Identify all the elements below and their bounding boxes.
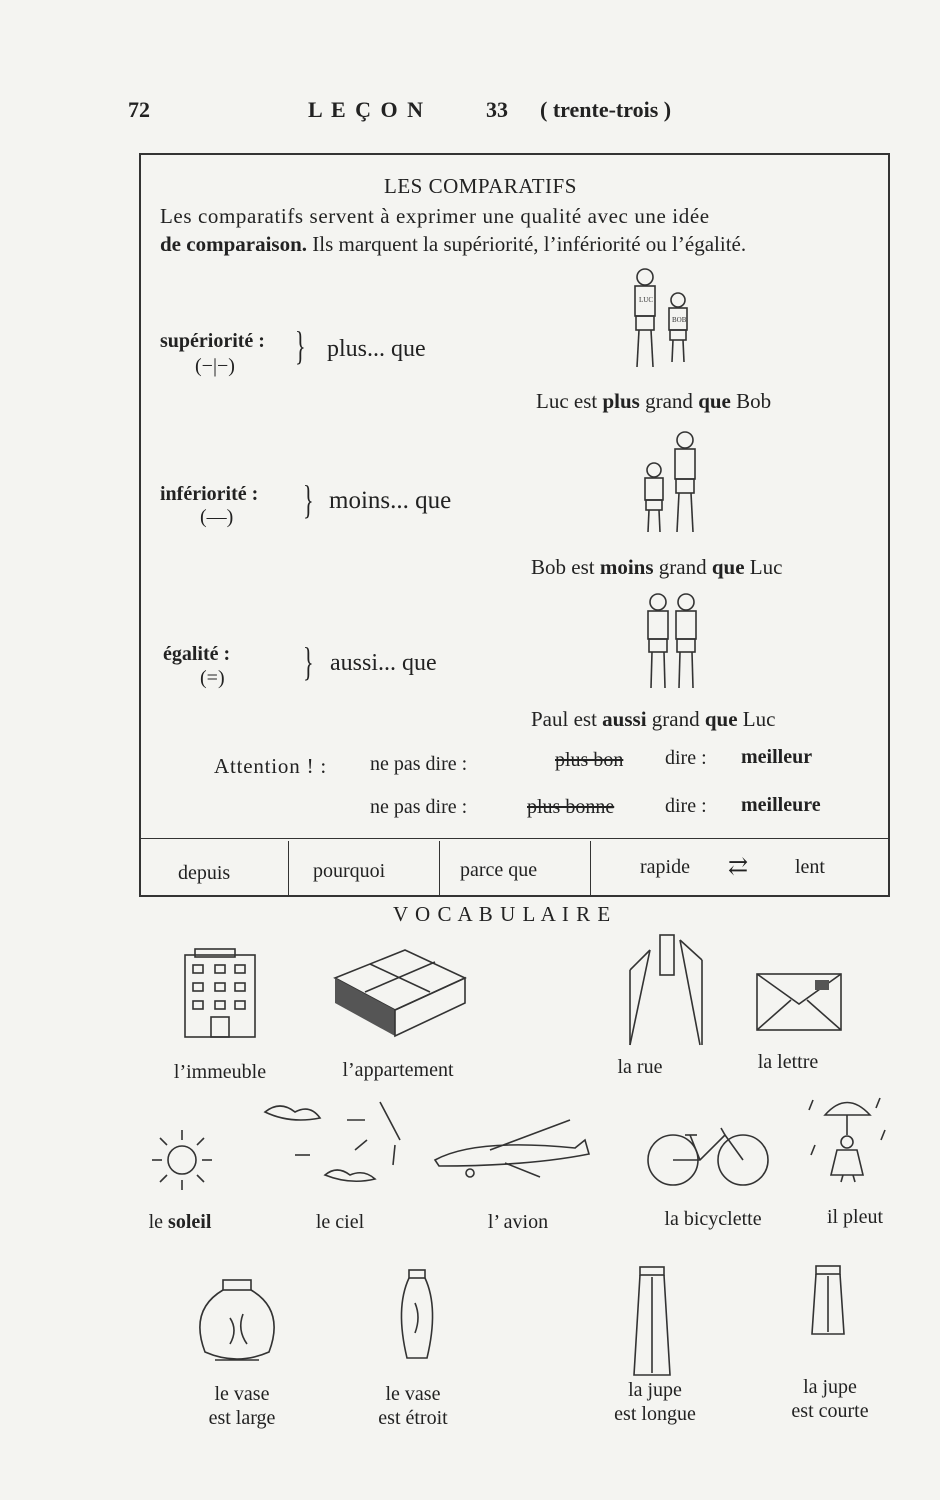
airplane-illustration bbox=[430, 1115, 595, 1185]
bob-luc-illustration bbox=[640, 428, 710, 543]
brace-icon: } bbox=[295, 323, 306, 368]
caption-immeuble: l’immeuble bbox=[173, 1061, 267, 1083]
inferiority-label: infériorité : bbox=[160, 483, 259, 505]
bicycle-illustration bbox=[645, 1120, 773, 1190]
strip-divider bbox=[439, 841, 440, 895]
caption-line: la jupe bbox=[628, 1379, 682, 1401]
word-pourquoi: pourquoi bbox=[313, 860, 386, 882]
caption-appartement: l’appartement bbox=[342, 1059, 454, 1081]
strip-divider bbox=[590, 841, 591, 895]
example-text: Luc est bbox=[536, 389, 603, 413]
caption-avion: l’ avion bbox=[487, 1211, 549, 1233]
sky-illustration bbox=[255, 1100, 415, 1195]
intro-keyword: de comparaison. bbox=[160, 232, 307, 256]
word-parce-que: parce que bbox=[460, 859, 538, 881]
short-skirt-illustration bbox=[806, 1262, 851, 1342]
long-skirt-illustration bbox=[630, 1265, 675, 1380]
luc-bob-illustration bbox=[625, 262, 705, 377]
word-lent: lent bbox=[795, 856, 825, 878]
apartment-illustration bbox=[330, 948, 470, 1038]
example-que: que bbox=[711, 555, 745, 579]
example-text: Luc bbox=[744, 555, 783, 579]
word-rapide: rapide bbox=[640, 856, 690, 878]
example-text: grand bbox=[653, 555, 712, 579]
equality-example bbox=[531, 707, 775, 732]
example-text: Paul est bbox=[531, 707, 603, 731]
caption-soleil bbox=[100, 1210, 260, 1234]
attention-dire: dire : bbox=[665, 747, 707, 769]
attention-dire: dire : bbox=[665, 795, 707, 817]
attention-right: meilleur bbox=[741, 746, 813, 768]
grammar-intro-line2 bbox=[160, 232, 746, 257]
caption-vase-etroit bbox=[333, 1382, 493, 1430]
shirt-label: BOB bbox=[672, 316, 687, 324]
caption-lettre: la lettre bbox=[757, 1051, 819, 1073]
shirt-label: LUC bbox=[639, 296, 653, 304]
vocabulary-title: V O C A B U L A I R E bbox=[393, 902, 612, 926]
street-illustration bbox=[620, 930, 710, 1050]
strip-divider bbox=[288, 841, 289, 895]
box-divider bbox=[139, 838, 890, 839]
caption-line: le vase bbox=[385, 1383, 441, 1405]
inferiority-example bbox=[531, 555, 782, 580]
wide-vase-illustration bbox=[195, 1278, 280, 1373]
brace-icon: } bbox=[303, 477, 314, 522]
example-text: Luc bbox=[737, 707, 776, 731]
caption-vase-large bbox=[162, 1382, 322, 1430]
caption-line: est longue bbox=[614, 1403, 696, 1425]
letter-illustration bbox=[755, 972, 845, 1034]
intro-rest: Ils marquent la supériorité, l’infériorité ou l’égalité. bbox=[312, 232, 747, 256]
attention-right: meilleure bbox=[741, 794, 821, 816]
narrow-vase-illustration bbox=[395, 1268, 440, 1368]
comparatives-box bbox=[139, 153, 890, 897]
example-que: que bbox=[698, 389, 731, 413]
sun-icon bbox=[150, 1125, 215, 1195]
attention-ne-pas-dire: ne pas dire : bbox=[370, 753, 468, 775]
grammar-intro-line1: Les comparatifs servent à exprimer une qualité avec une idée bbox=[160, 204, 710, 228]
caption-bicyclette: la bicyclette bbox=[664, 1208, 762, 1230]
rain-illustration bbox=[805, 1090, 895, 1185]
superiority-symbol: (−|−) bbox=[195, 355, 235, 377]
brace-icon: } bbox=[303, 639, 314, 684]
word-depuis: depuis bbox=[178, 862, 231, 884]
caption-soleil-text: le soleil bbox=[148, 1211, 212, 1233]
superiority-label: supériorité : bbox=[160, 330, 265, 352]
attention-wrong: plus bonne bbox=[527, 796, 615, 818]
caption-jupe-longue bbox=[575, 1378, 735, 1426]
equality-label: égalité : bbox=[163, 643, 231, 665]
attention-ne-pas-dire: ne pas dire : bbox=[370, 796, 468, 818]
building-illustration bbox=[175, 945, 265, 1040]
equality-form: aussi... que bbox=[330, 650, 437, 676]
inferiority-form: moins... que bbox=[329, 487, 452, 514]
caption-line: est courte bbox=[791, 1400, 869, 1422]
example-keyword: aussi bbox=[602, 707, 647, 731]
example-keyword: moins bbox=[599, 555, 654, 579]
page-number: 72 bbox=[128, 97, 150, 122]
caption-line: est étroit bbox=[378, 1407, 448, 1429]
example-que: que bbox=[704, 707, 738, 731]
lesson-words: ( trente-trois ) bbox=[540, 97, 672, 122]
lesson-number: 33 bbox=[486, 97, 508, 122]
caption-line: la jupe bbox=[803, 1376, 857, 1398]
equality-symbol: (=) bbox=[200, 667, 225, 689]
grammar-title: LES COMPARATIFS bbox=[384, 174, 577, 198]
caption-jupe-courte bbox=[750, 1375, 910, 1423]
paul-luc-illustration bbox=[640, 590, 710, 695]
caption-pleut: il pleut bbox=[826, 1206, 884, 1228]
example-text: grand bbox=[646, 707, 705, 731]
attention-wrong: plus bon bbox=[555, 749, 624, 771]
inferiority-symbol: (—) bbox=[200, 506, 234, 528]
opposite-arrows-icon: ⇄ bbox=[728, 854, 749, 880]
example-keyword: plus bbox=[602, 389, 640, 413]
caption-rue: la rue bbox=[617, 1056, 663, 1078]
example-text: grand bbox=[639, 389, 699, 413]
caption-line: est large bbox=[208, 1407, 276, 1429]
example-text: Bob est bbox=[531, 555, 600, 579]
attention-label: Attention ! : bbox=[214, 754, 328, 778]
caption-ciel: le ciel bbox=[315, 1211, 365, 1233]
caption-line: le vase bbox=[214, 1383, 270, 1405]
lesson-heading: L E Ç O N bbox=[308, 97, 426, 122]
superiority-form: plus... que bbox=[327, 336, 426, 362]
superiority-example bbox=[536, 389, 771, 414]
example-text: Bob bbox=[730, 389, 772, 413]
caption-soleil-keyword: soleil bbox=[168, 1211, 212, 1233]
